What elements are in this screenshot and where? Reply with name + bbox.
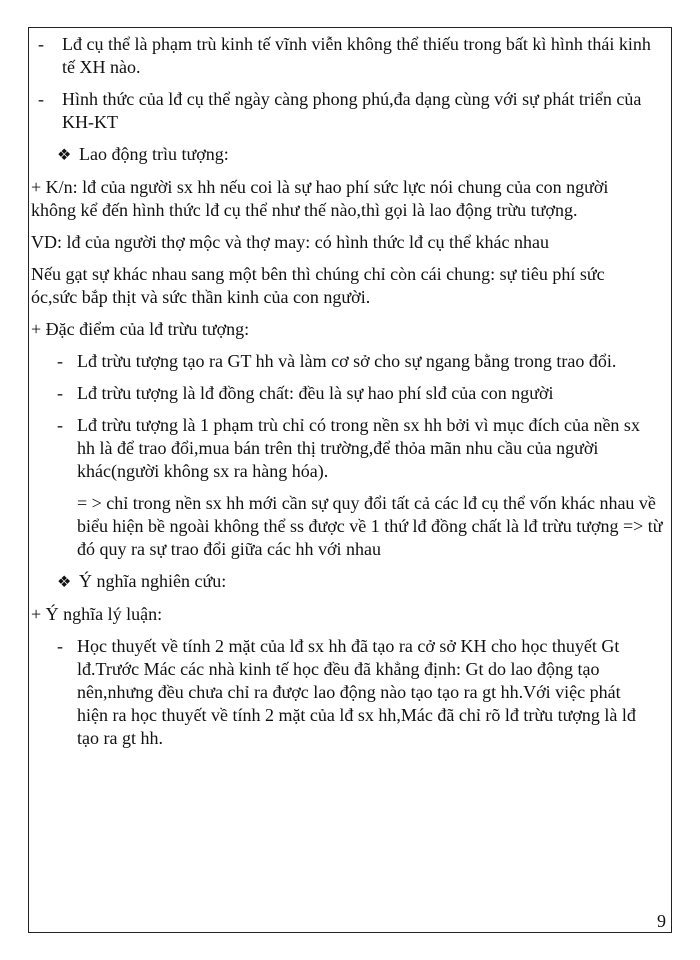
dash-bullet: - xyxy=(57,351,63,371)
example-note-paragraph: Nếu gạt sự khác nhau sang một bên thì chúng chỉ còn cái chung: sự tiêu phí sức óc,sức bắp thịt và sức thần kinh của con người. xyxy=(31,264,605,307)
list-item xyxy=(29,382,671,405)
list-item xyxy=(29,88,671,134)
theory-title: + Ý nghĩa lý luận: xyxy=(31,604,163,624)
dash-bullet: - xyxy=(38,34,44,54)
list-item xyxy=(29,350,671,373)
page-content xyxy=(29,33,671,759)
dash-bullet: - xyxy=(57,636,63,656)
list-item xyxy=(29,635,671,750)
bullet-text: Lđ trừu tượng tạo ra GT hh và làm cơ sở cho sự ngang bằng trong trao đổi. xyxy=(77,351,617,371)
bullet-text: Lđ cụ thể là phạm trù kinh tế vĩnh viễn không thể thiếu trong bất kì hình thái kinh tế XH nào. xyxy=(62,34,651,77)
definition-paragraph: + K/n: lđ của người sx hh nếu coi là sự hao phí sức lực nói chung của con người không kể đến hình thức lđ cụ thể như thế nào,thì gọi là lao động trừu tượng. xyxy=(31,177,609,220)
bullet-text: Lđ trừu tượng là lđ đồng chất: đều là sự hao phí slđ của con người xyxy=(77,383,554,403)
page-number: 9 xyxy=(657,911,666,931)
bullet-text: Học thuyết về tính 2 mặt của lđ sx hh đã tạo ra cở sở KH cho học thuyết Gt lđ.Trước Mác các nhà kinh tế học đều đã khẳng định: Gt do lao động tạo nên,nhưng đều chưa chỉ ra được lao động nào tạo tạo ra gt hh.Với việc phát hiện ra học thuyết về tính 2 mặt của lđ sx hh,Mác đã chỉ rõ lđ trừu tượng là lđ tạo ra gt hh. xyxy=(77,636,636,748)
example-paragraph: VD: lđ của người thợ mộc và thợ may: có hình thức lđ cụ thể khác nhau xyxy=(31,232,549,252)
heading-text: Lao động trìu tượng: xyxy=(79,144,229,164)
page-frame xyxy=(28,27,672,933)
list-item xyxy=(29,414,671,483)
dash-bullet: - xyxy=(57,383,63,403)
dash-bullet: - xyxy=(57,415,63,435)
diamond-bullet-icon: ❖ xyxy=(57,147,72,164)
diamond-bullet-icon: ❖ xyxy=(57,574,72,591)
bullet-text: Lđ trừu tượng là 1 phạm trù chỉ có trong nền sx hh bởi vì mục đích của nền sx hh là để trao đổi,mua bán trên thị trường,để thỏa mãn nhu cầu của người khác(người không sx ra hàng hóa). xyxy=(77,415,640,481)
dash-bullet: - xyxy=(38,89,44,109)
section-heading-significance xyxy=(29,570,671,594)
heading-text: Ý nghĩa nghiên cứu: xyxy=(79,571,227,591)
features-title: + Đặc điểm của lđ trừu tượng: xyxy=(31,319,250,339)
section-heading-abstract-labor xyxy=(29,143,671,167)
list-item xyxy=(29,33,671,79)
conclusion-paragraph: = > chỉ trong nền sx hh mới cần sự quy đổi tất cả các lđ cụ thể vốn khác nhau về biểu hiện bề ngoài không thể ss được về 1 thứ lđ đồng chất là lđ trừu tượng => từ đó quy ra sự trao đổi giữa các hh với nhau xyxy=(77,493,663,559)
bullet-text: Hình thức của lđ cụ thể ngày càng phong phú,đa dạng cùng với sự phát triển của KH-KT xyxy=(62,89,642,132)
